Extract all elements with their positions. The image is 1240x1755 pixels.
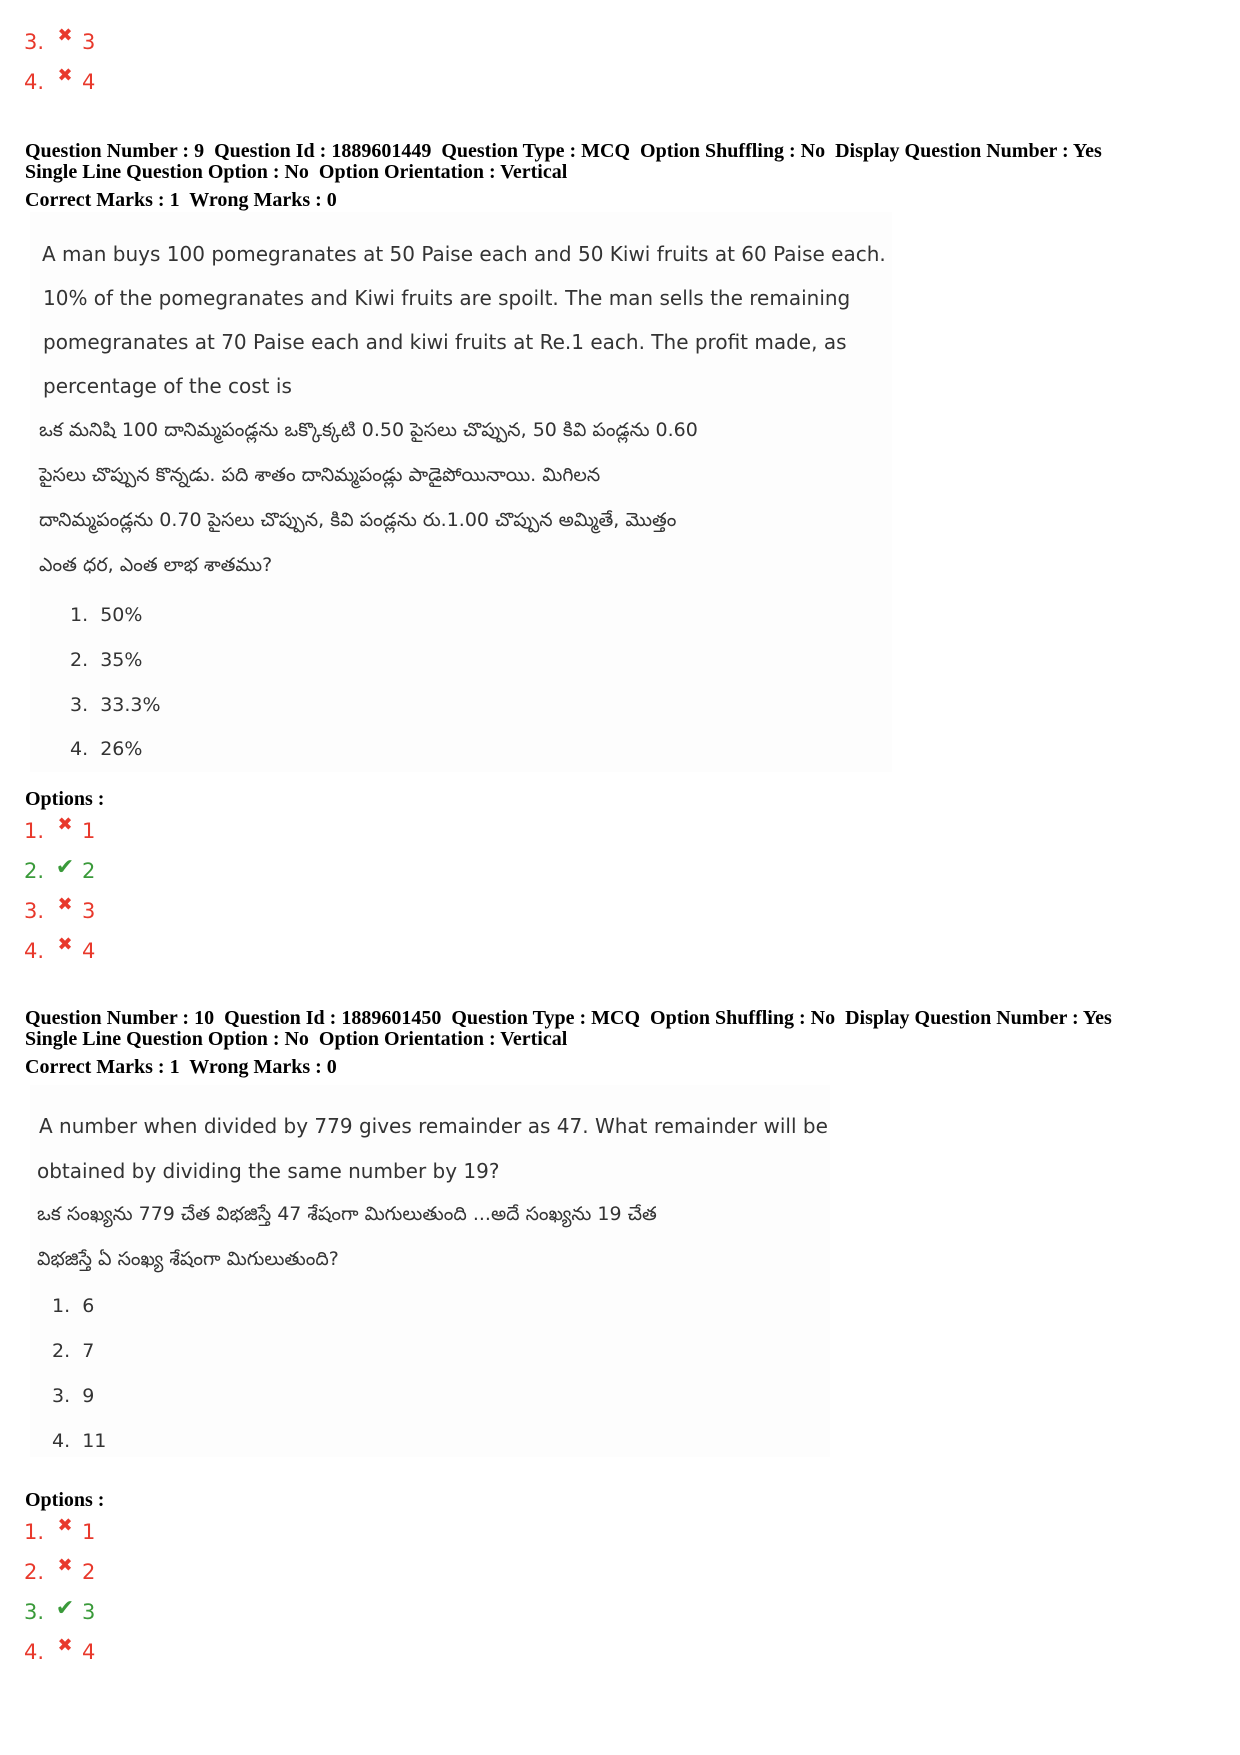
option-number: 2. [24,1560,45,1584]
question-meta: Single Line Question Option : No Option Orientation : Vertical [25,161,568,183]
cross-icon: ✖ [57,933,73,955]
question-text-line: percentage of the cost is [43,374,292,398]
checkmark-icon: ✔ [55,1595,75,1621]
option-number: 3. [24,899,45,923]
checkmark-icon: ✔ [55,854,75,880]
question-text-line: ఎంత ధర, ఎంత లాభ శాతము? [39,554,273,576]
option-value: 3 [82,899,96,923]
question-choice: 2. 7 [52,1340,95,1362]
option-value: 1 [82,819,96,843]
cross-icon: ✖ [57,1634,73,1656]
option-number: 3. [24,1600,45,1624]
option-value: 2 [82,859,96,883]
option-row [24,1514,96,1547]
option-row [24,1597,95,1627]
question-text-line: 10% of the pomegranates and Kiwi fruits are spoilt. The man sells the remaining [43,286,851,310]
question-meta: Question Number : 9 Question Id : 1889601449 Question Type : MCQ Option Shuffling : No Display Question Number : Yes [25,140,1102,162]
question-text-line: ఒక మనిషి 100 దానిమ్మపండ్లను ఒక్కొక్కటి 0.50 పైసలు చొప్పున, 50 కివి పండ్లను 0.60 [39,419,698,441]
question-choice: 2. 35% [70,649,143,671]
question-text-line: A number when divided by 779 gives remainder as 47. What remainder will be [39,1114,828,1138]
option-number: 1. [24,819,45,843]
option-number: 4. [24,939,45,963]
cross-icon: ✖ [57,813,73,835]
option-value: 3 [82,30,96,54]
option-number: 4. [24,70,45,94]
options-label: Options : [25,1489,105,1511]
option-row [24,893,96,926]
option-value: 4 [82,70,96,94]
question-text-line: విభజిస్తే ఏ సంఖ్య శేషంగా మిగులుతుంది? [37,1248,339,1270]
option-row [24,1554,96,1587]
option-value: 1 [82,1520,96,1544]
option-number: 3. [24,30,45,54]
cross-icon: ✖ [57,24,73,46]
option-row [24,64,96,97]
question-choice: 4. 26% [70,738,143,760]
option-row [24,24,96,57]
question-choice: 4. 11 [52,1430,107,1452]
option-row [24,1634,96,1667]
option-value: 4 [82,939,96,963]
question-choice: 3. 33.3% [70,694,161,716]
question-marks: Correct Marks : 1 Wrong Marks : 0 [25,1056,337,1078]
cross-icon: ✖ [57,1514,73,1536]
option-value: 2 [82,1560,96,1584]
option-number: 4. [24,1640,45,1664]
question-choice: 1. 6 [52,1295,95,1317]
question-image [30,212,892,772]
question-text-line: పైసలు చొప్పున కొన్నడు. పది శాతం దానిమ్మపండ్లు పాడైపోయినాయి. మిగిలన [39,464,601,486]
question-meta: Single Line Question Option : No Option Orientation : Vertical [25,1028,568,1050]
option-row [24,813,96,846]
option-row [24,856,95,886]
cross-icon: ✖ [57,893,73,915]
options-label: Options : [25,788,105,810]
question-choice: 3. 9 [52,1385,95,1407]
question-image [30,1085,830,1457]
question-marks: Correct Marks : 1 Wrong Marks : 0 [25,189,337,211]
question-text-line: A man buys 100 pomegranates at 50 Paise each and 50 Kiwi fruits at 60 Paise each. [42,242,886,266]
question-text-line: దానిమ్మపండ్లను 0.70 పైసలు చొప్పున, కివి పండ్లను రు.1.00 చొప్పున అమ్మితే, మొత్తం [39,509,677,531]
question-choice: 1. 50% [70,604,143,626]
question-text-line: pomegranates at 70 Paise each and kiwi fruits at Re.1 each. The profit made, as [43,330,847,354]
option-number: 1. [24,1520,45,1544]
question-text-line: ఒక సంఖ్యను 779 చేత విభజిస్తే 47 శేషంగా మిగులుతుంది ...అదే సంఖ్యను 19 చేత [37,1203,657,1225]
option-row [24,933,96,966]
option-value: 4 [82,1640,96,1664]
question-meta: Question Number : 10 Question Id : 1889601450 Question Type : MCQ Option Shuffling : No Display Question Number : Yes [25,1007,1112,1029]
option-value: 3 [82,1600,96,1624]
cross-icon: ✖ [57,64,73,86]
option-number: 2. [24,859,45,883]
question-text-line: obtained by dividing the same number by 19? [37,1159,500,1183]
cross-icon: ✖ [57,1554,73,1576]
